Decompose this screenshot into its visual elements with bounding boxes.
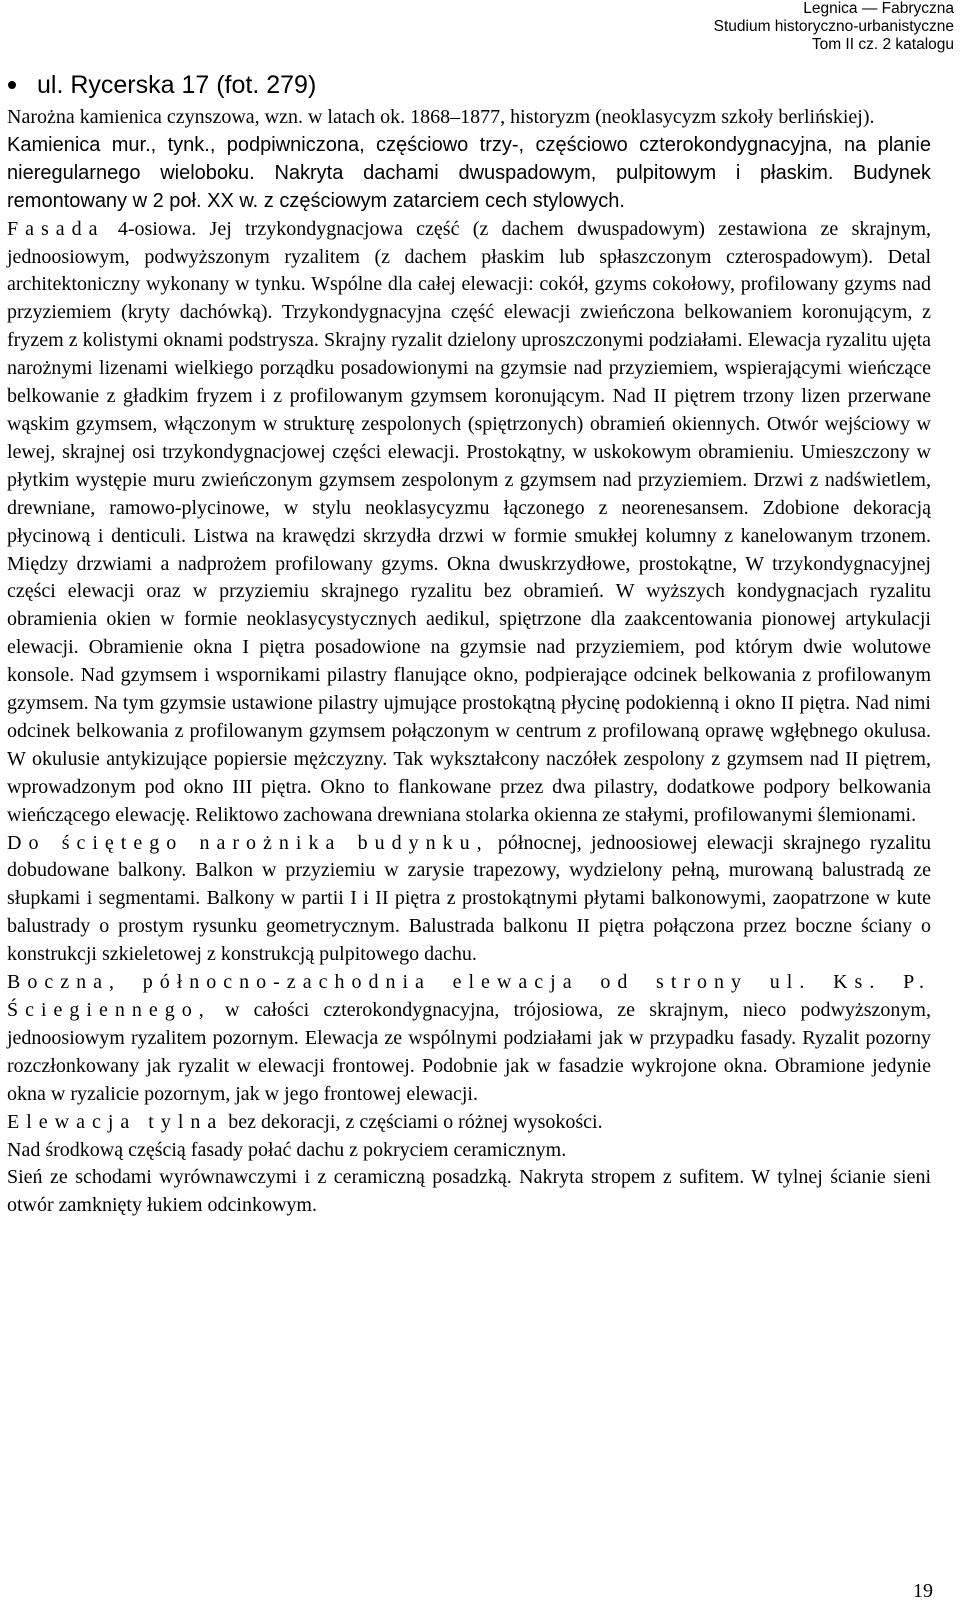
corner-label: Do ściętego narożnika budynku, bbox=[7, 831, 489, 854]
facade-label: Fasada bbox=[7, 217, 105, 240]
paragraph-facade bbox=[7, 216, 931, 830]
bullet-icon bbox=[8, 81, 16, 89]
page-number: 19 bbox=[913, 1580, 933, 1602]
header-line-2: Studium historyczno-urbanistyczne bbox=[713, 18, 954, 35]
header-line-3: Tom II cz. 2 katalogu bbox=[811, 36, 954, 53]
rear-elevation-text: bez dekoracji, z częściami o różnej wysokości. bbox=[223, 1110, 603, 1133]
paragraph-construction: Kamienica mur., tynk., podpiwniczona, częściowo trzy-, częściowo czterokondygnacyjna, na planie nieregularnego wieloboku. Nakryta dachami dwuspadowym, pulpitowym i płaskim. Budynek remontowany w 2 poł. XX w. z częściowym zatarciem cech stylowych. bbox=[7, 133, 931, 212]
paragraph-hall: Sień ze schodami wyrównawczymi i z ceramiczną posadzką. Nakryta stropem z sufitem. W tylnej ścianie sieni otwór zamknięty łukiem odcinkowym. bbox=[7, 1166, 931, 1217]
running-header bbox=[454, 0, 954, 54]
entry-heading bbox=[8, 68, 316, 102]
entry-title: ul. Rycerska 17 (fot. 279) bbox=[37, 71, 317, 99]
corner-text: północnej, jednoosiowej elewacji skrajnego ryzalitu dobudowane balkony. Balkon w przyziemiu w zarysie trapezowy, wydzielony pełną, murowaną balustradą ze słupkami i segmentami. Balkony w partii I i II piętra z prostokątnymi płytami balkonowymi, zaopatrzone w kute balustrady o prostym rysunku geometrycznym. Balustrada balkonu II piętra połączona przez boczne ściany o konstrukcji szkieletowej z konstrukcją pulpitowego dachu. bbox=[7, 831, 931, 966]
paragraph-rear-elevation bbox=[7, 1109, 931, 1137]
rear-elevation-label: Elewacja tylna bbox=[7, 1110, 224, 1133]
side-elevation-label: Boczna, północno-zachodnia elewacja od strony ul. Ks. P. Ściegiennego, bbox=[7, 971, 931, 1021]
header-line-1: Legnica — Fabryczna bbox=[803, 0, 954, 17]
paragraph-summary: Narożna kamienica czynszowa, wzn. w latach ok. 1868–1877, historyzm (neoklasycyzm szkoły berlińskiej). bbox=[7, 106, 875, 128]
paragraph-side-elevation bbox=[7, 969, 931, 1109]
side-elevation-text: w całości czterokondygnacyjna, trójosiowa, ze skrajnym, nieco podwyższonym, jednoosiowym ryzalitem pozornym. Elewacja ze wspólnymi podziałami jak w przypadku fasady. Ryzalit pozorny rozczłonkowany jak ryzalit w elewacji frontowej. Podobnie jak w fasadzie wykrojone okna. Obramione jedynie okna w ryzalicie pozornym, jak w jego frontowej elewacji. bbox=[7, 999, 931, 1105]
paragraph-roof: Nad środkową częścią fasady połać dachu z pokryciem ceramicznym. bbox=[7, 1138, 567, 1161]
paragraph-corner bbox=[7, 830, 931, 970]
facade-text: 4-osiowa. Jej trzykondygnacjowa część (z dachem dwuspadowym) zestawiona ze skrajnym, jednoosiowym, podwyższonym ryzalitem (z dachem płaskim lub spłaszczonym czterospadowym). Detal architektoniczny wykonany w tynku. Wspólne dla całej elewacji: cokół, gzyms cokołowy, profilowany gzyms nad przyziemiem (kryty dachówką). Trzykondygnacyjna część elewacji zwieńczona belkowaniem koronującym, z fryzem z kolistymi oknami podstrysza. Skrajny ryzalit dzielony uproszczonymi podziałami. Elewacja ryzalitu ujęta narożnymi lizenami wielkiego porządku posadowionymi na gzymsie nad przyziemiem, wspierającymi wieńczące belkowanie z gładkim fryzem i z profilowanym gzymsem koronującym. Nad II piętrem trzony lizen przerwane wąskim gzymsem, włączonym w strukturę zespolonych (spiętrzonych) obramień okiennych. Otwór wejściowy w lewej, skrajnej osi trzykondygnacjowej części elewacji. Prostokątny, w uskokowym obramieniu. Umieszczony w płytkim występie muru zwieńczonym gzymsem zespolonym z gzymsem nad przyziemiem. Drzwi z nadświetlem, drewniane, ramowo-plycinowe, w stylu neoklasycyzmu łączonego z neorenesansem. Zdobione dekoracją płycinową i denticuli. Listwa na krawędzi skrzydła drzwi w formie smukłej kolumny z kanelowanym trzonem. Między drzwiami a nadprożem profilowany gzyms. Okna dwuskrzydłowe, prostokątne, W trzykondygnacyjnej części elewacji oraz w przyziemiu skrajnego ryzalitu bez obramień. W wyższych kondygnacjach ryzalitu obramienia okien w formie neoklasycystycznych aedikul, spiętrzone dla zaakcentowania pionowej artykulacji elewacji. Obramienie okna I piętra posadowione na gzymsie nad przyziemiem, pod którym dwie wolutowe konsole. Nad gzymsem i wspornikami pilastry flanujące okno, podpierające odcinek belkowania z profilowanym gzymsem. Na tym gzymsie ustawione pilastry ujmujące prostokątną płycinę podokienną i okno II piętra. Nad nimi odcinek belkowania z profilowanym gzymsem połączonym w centrum z profilowaną oprawę wgłębnego okulusa. W okulusie antykizujące popiersie mężczyzny. Tak wykształcony naczółek zespolony z gzymsem nad II piętrem, wprowadzonym pod okno III piętra. Okno to flankowane przez dwa pilastry, dodatkowe podpory belkowania wieńczącego elewację. Reliktowo zachowana drewniana stolarka okienna ze stałymi, profilowanymi ślemionami. bbox=[7, 217, 931, 826]
entry-body bbox=[7, 104, 931, 1220]
